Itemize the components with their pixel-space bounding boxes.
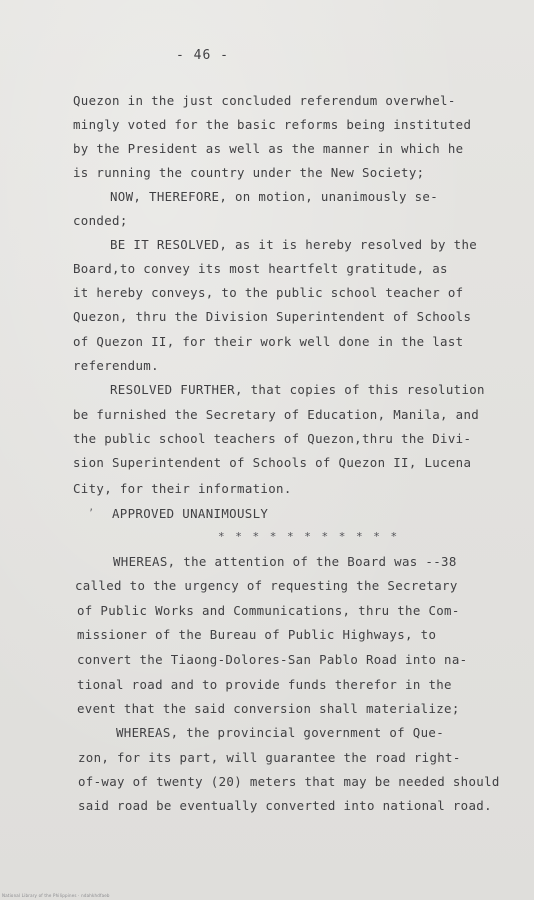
text-line: WHEREAS, the attention of the Board was --38 (113, 554, 457, 569)
text-line: said road be eventually converted into national road. (78, 798, 492, 813)
text-line: be furnished the Secretary of Education, Manila, and (73, 407, 480, 422)
text-line: the public school teachers of Quezon,thru the Divi- (73, 431, 472, 446)
text-line: called to the urgency of requesting the Secretary (75, 578, 458, 593)
text-line: sion Superintendent of Schools of Quezon II, Lucena (73, 455, 472, 470)
text-line: of-way of twenty (20) meters that may be needed should (78, 774, 500, 789)
text-line: it hereby conveys, to the public school teacher of (73, 285, 464, 300)
text-line: Board,to convey its most heartfelt gratitude, as (73, 261, 448, 276)
text-line: missioner of the Bureau of Public Highways, to (77, 627, 437, 642)
text-line: mingly voted for the basic reforms being instituted (73, 117, 472, 132)
text-line: Quezon in the just concluded referendum overwhel- (73, 93, 456, 108)
stray-mark: ’ (88, 508, 95, 519)
text-line: event that the said conversion shall materialize; (77, 701, 460, 716)
text-line: conded; (73, 213, 128, 228)
text-line: WHEREAS, the provincial government of Que- (116, 725, 445, 740)
section-separator: * * * * * * * * * * * (218, 530, 400, 543)
text-line: of Quezon II, for their work well done in the last (73, 334, 464, 349)
text-line: NOW, THEREFORE, on motion, unanimously se- (110, 189, 439, 204)
archive-footer: National Library of the Philippines · ndahkhdfaeb (2, 893, 110, 898)
text-line: convert the Tiaong-Dolores-San Pablo Road into na- (77, 652, 468, 667)
text-line: City, for their information. (73, 481, 292, 496)
text-line: by the President as well as the manner in which he (73, 141, 464, 156)
approval-note: APPROVED UNANIMOUSLY (112, 506, 269, 521)
text-line: is running the country under the New Society; (73, 165, 425, 180)
text-line: zon, for its part, will guarantee the road right- (78, 750, 461, 765)
text-line: tional road and to provide funds therefor in the (77, 677, 452, 692)
text-line: BE IT RESOLVED, as it is hereby resolved by the (110, 237, 478, 252)
text-line: referendum. (73, 358, 159, 373)
text-line: of Public Works and Communications, thru the Com- (77, 603, 460, 618)
text-line: Quezon, thru the Division Superintendent of Schools (73, 309, 472, 324)
text-line: RESOLVED FURTHER, that copies of this resolution (110, 382, 485, 397)
page-number: - 46 - (176, 48, 229, 63)
